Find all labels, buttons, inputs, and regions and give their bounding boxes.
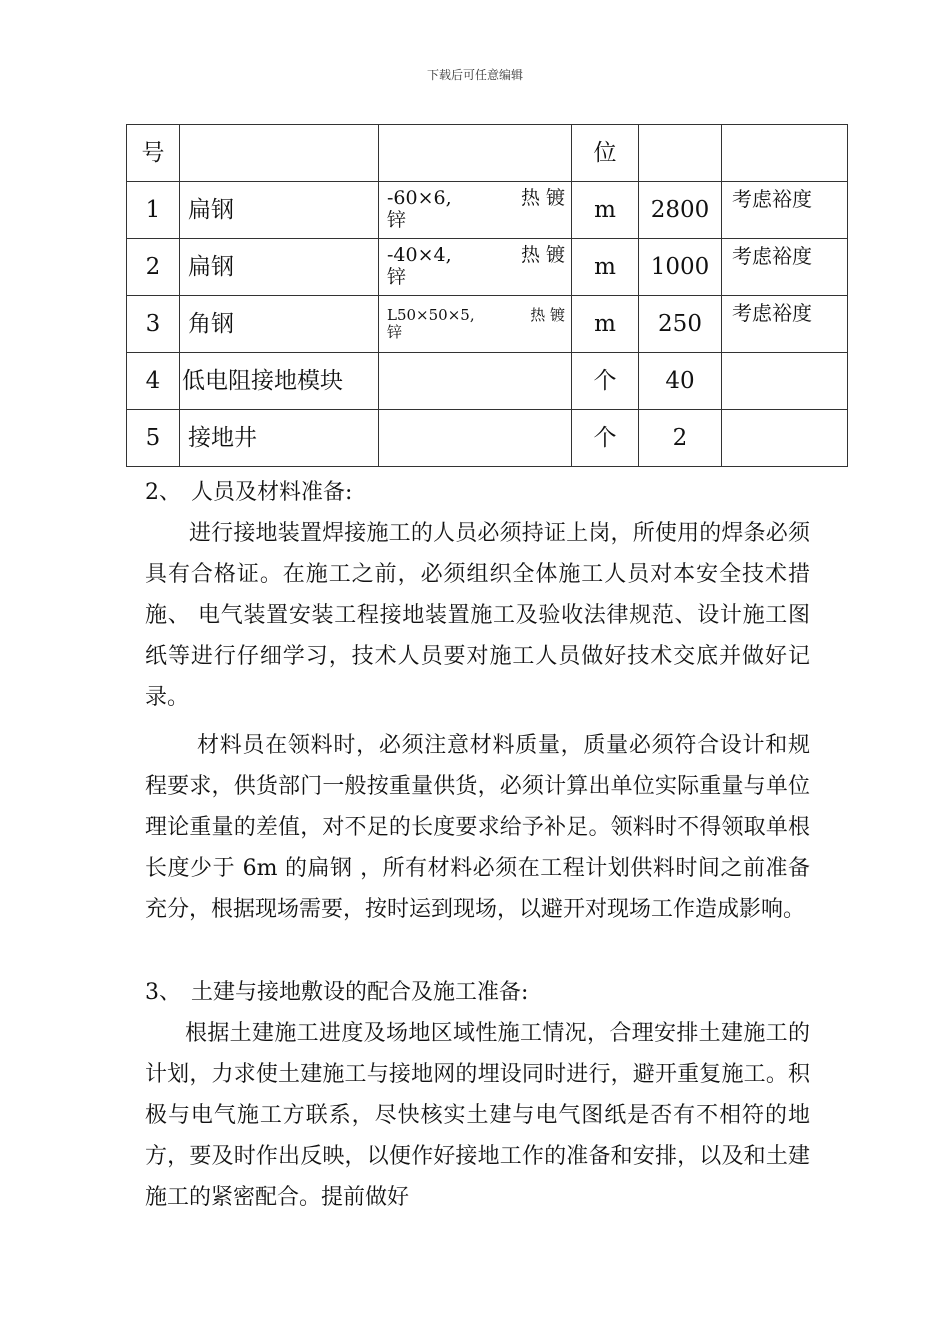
section-3-heading xyxy=(145,972,528,1013)
material-spec xyxy=(379,182,572,239)
row-number: 2 xyxy=(127,239,180,296)
spec-size: -60×6, xyxy=(387,187,452,210)
spec-finish-cont: 锌 xyxy=(387,323,403,341)
row-number: 5 xyxy=(127,410,180,467)
spec-finish-cont: 锌 xyxy=(387,209,407,231)
table-row xyxy=(127,239,848,296)
table-cell: 号 xyxy=(127,125,180,182)
paragraph: 材料员在领料时，必须注意材料质量，质量必须符合设计和规程要求，供货部门一般按重量供货，必须计算出单位实际重量与单位理论重量的差值，对不足的长度要求给予补足。领料时不得领取单根长度少于 6m 的扁钢 ，所有材料必须在工程计划供料时间之前准备充分，根据现场需要，按时运到现场，以避开对现场工作造成影响。 xyxy=(145,733,810,922)
section-3-body xyxy=(145,1013,810,1218)
quantity: 40 xyxy=(639,353,722,410)
table-cell xyxy=(379,125,572,182)
unit: m xyxy=(572,296,639,353)
quantity: 1000 xyxy=(639,239,722,296)
page-header-note: 下载后可任意编辑 xyxy=(426,68,523,82)
material-name: 低电阻接地模块 xyxy=(180,353,379,410)
spec-finish: 热 镀 xyxy=(530,305,565,324)
table-row xyxy=(127,296,848,353)
row-number: 4 xyxy=(127,353,180,410)
spec-finish: 热 镀 xyxy=(520,244,565,267)
spec-finish: 热 镀 xyxy=(520,187,565,210)
quantity: 2 xyxy=(639,410,722,467)
table-cell xyxy=(722,125,848,182)
spec-size: L50×50×5, xyxy=(387,305,475,324)
remark: 考虑裕度 xyxy=(722,239,848,296)
remark: 考虑裕度 xyxy=(722,296,848,353)
materials-table xyxy=(126,124,848,467)
table-cell xyxy=(639,125,722,182)
remark: 考虑裕度 xyxy=(722,182,848,239)
row-number: 1 xyxy=(127,182,180,239)
unit: 个 xyxy=(572,353,639,410)
spec-finish-cont: 锌 xyxy=(387,266,407,288)
unit: 个 xyxy=(572,410,639,467)
remark xyxy=(722,353,848,410)
table-row xyxy=(127,353,848,410)
section-title: 人员及材料准备: xyxy=(191,480,353,505)
material-spec xyxy=(379,239,572,296)
material-spec xyxy=(379,410,572,467)
table-cell: 位 xyxy=(572,125,639,182)
table-header-row xyxy=(127,125,848,182)
material-spec xyxy=(379,296,572,353)
unit: m xyxy=(572,239,639,296)
quantity: 250 xyxy=(639,296,722,353)
paragraph: 进行接地装置焊接施工的人员必须持证上岗，所使用的焊条必须具有合格证。在施工之前，必须组织全体施工人员对本安全技术措施、 电气装置安装工程接地装置施工及验收法律规范、设计施工图纸等进行仔细学习，技术人员要对施工人员做好技术交底并做好记录。 xyxy=(145,521,810,710)
table-row xyxy=(127,182,848,239)
section-number: 3、 xyxy=(145,980,181,1005)
material-name: 扁钢 xyxy=(180,239,379,296)
table-cell xyxy=(180,125,379,182)
spec-size: -40×4, xyxy=(387,244,452,267)
material-name: 角钢 xyxy=(180,296,379,353)
section-title: 土建与接地敷设的配合及施工准备: xyxy=(191,980,529,1005)
section-2-body-2 xyxy=(145,725,810,930)
section-number: 2、 xyxy=(145,480,181,505)
material-spec xyxy=(379,353,572,410)
material-name: 扁钢 xyxy=(180,182,379,239)
table-row xyxy=(127,410,848,467)
remark xyxy=(722,410,848,467)
paragraph: 根据土建施工进度及场地区域性施工情况，合理安排土建施工的计划，力求使土建施工与接地网的埋设同时进行，避开重复施工。积极与电气施工方联系，尽快核实土建与电气图纸是否有不相符的地方，要及时作出反映，以便作好接地工作的准备和安排，以及和土建施工的紧密配合。提前做好 xyxy=(145,1021,810,1210)
unit: m xyxy=(572,182,639,239)
section-2-heading xyxy=(145,472,352,513)
quantity: 2800 xyxy=(639,182,722,239)
material-name: 接地井 xyxy=(180,410,379,467)
row-number: 3 xyxy=(127,296,180,353)
section-2-body xyxy=(145,513,810,718)
